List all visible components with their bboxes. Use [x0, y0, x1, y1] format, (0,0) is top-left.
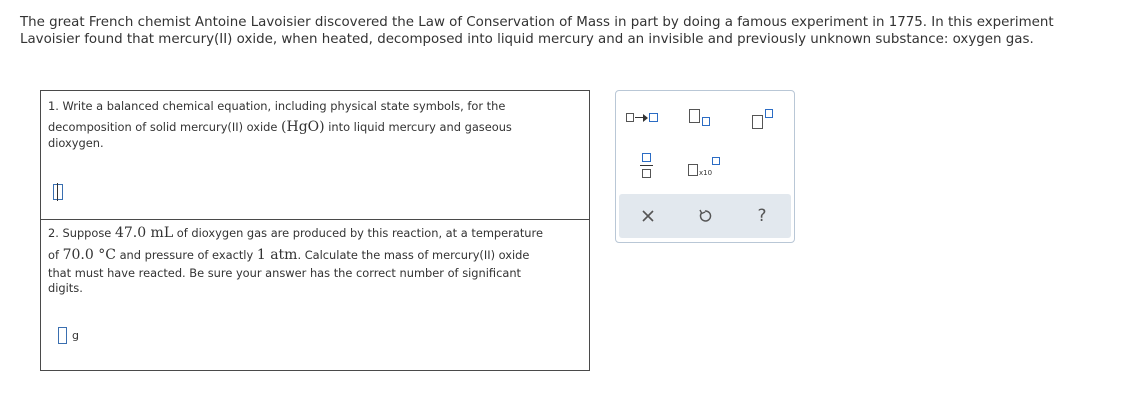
q2-line-1 — [48, 222, 543, 244]
numerator-box-icon — [642, 153, 651, 162]
q1-line-3: dioxygen. — [48, 136, 104, 150]
base-box-icon — [689, 109, 700, 123]
fraction-bar-icon — [640, 165, 653, 166]
superscript-button[interactable] — [752, 109, 778, 129]
question-panel — [40, 90, 590, 371]
q2-line-1-pre: 2. Suppose — [48, 226, 115, 240]
question-2 — [41, 220, 589, 370]
subscript-button[interactable] — [689, 109, 715, 129]
q2-line-3: that must have reacted. Be sure your answer has the correct number of significant — [48, 266, 522, 280]
intro-line-2: Lavoisier found that mercury(II) oxide, when heated, decomposed into liquid mercury and an invisible and previously unknown substance: oxygen gas. — [20, 32, 1034, 47]
coefficient-box-icon — [688, 164, 698, 176]
q2-line-4: digits. — [48, 281, 83, 295]
help-icon: ? — [757, 206, 767, 226]
close-icon — [641, 209, 655, 223]
denominator-box-icon — [642, 169, 651, 178]
times-ten-label: x10 — [699, 169, 713, 177]
q1-line-2 — [48, 118, 512, 136]
base-box-icon — [752, 115, 763, 129]
arrow-head-icon — [643, 114, 648, 122]
q2-line-2-post: . Calculate the mass of mercury(II) oxide — [297, 248, 530, 262]
clear-button[interactable] — [636, 204, 660, 228]
product-box-icon — [649, 113, 658, 122]
q1-line-1: 1. Write a balanced chemical equation, including physical state symbols, for the — [48, 99, 506, 113]
intro-paragraph — [20, 14, 1120, 48]
q2-line-2-pre: of — [48, 248, 63, 262]
q1-line-2-post: into liquid mercury and gaseous — [324, 120, 512, 134]
q1-line-2-pre: decomposition of solid mercury(II) oxide — [48, 120, 282, 134]
subscript-box-icon — [702, 117, 710, 126]
volume-value: 47.0 mL — [114, 225, 174, 241]
undo-icon — [697, 208, 713, 224]
math-toolbar — [615, 90, 795, 243]
scientific-notation-button[interactable] — [688, 157, 722, 179]
hgo-formula: (HgO) — [281, 119, 325, 135]
undo-button[interactable] — [693, 204, 717, 228]
mass-unit-label: g — [72, 329, 79, 342]
exponent-box-icon — [712, 157, 720, 165]
question-1 — [41, 91, 589, 220]
toolbar-action-bar — [619, 194, 791, 238]
reactant-box-icon — [626, 113, 634, 122]
intro-line-1: The great French chemist Antoine Lavoisier discovered the Law of Conservation of Mass in part by doing a famous experiment in 1775. In this experiment — [20, 15, 1054, 30]
question-1-text — [48, 97, 512, 152]
mass-answer-input[interactable] — [58, 327, 67, 344]
q2-line-1-post: of dioxygen gas are produced by this reaction, at a temperature — [173, 226, 543, 240]
question-2-text — [48, 222, 543, 296]
reaction-arrow-button[interactable] — [626, 111, 660, 125]
equation-answer-input[interactable] — [53, 184, 63, 200]
help-button[interactable] — [750, 204, 774, 228]
superscript-box-icon — [765, 109, 773, 118]
q2-line-2 — [48, 244, 543, 266]
pressure-value: 1 atm — [256, 247, 298, 263]
q2-line-2-mid: and pressure of exactly — [115, 248, 257, 262]
fraction-button[interactable] — [640, 153, 654, 183]
temperature-value: 70.0 °C — [62, 247, 116, 263]
